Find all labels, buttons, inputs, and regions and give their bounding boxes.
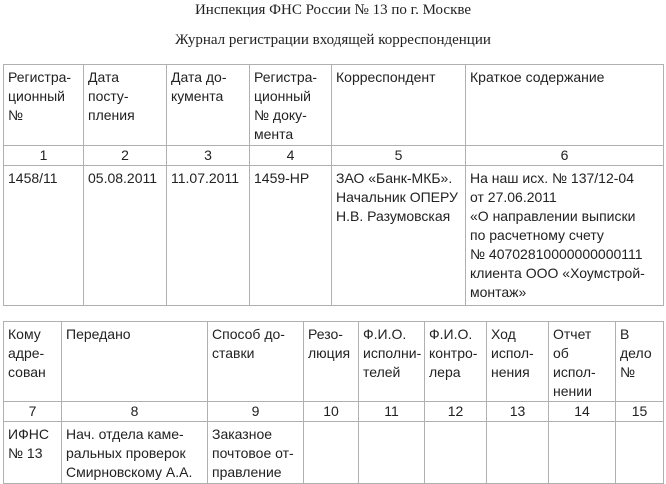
column-number: 12 bbox=[425, 402, 487, 422]
cell-summary: На наш исх. № 137/12-04 от 27.06.2011 «О направлении выписки по расчетному счету № 40702810000000000111 клиента ООО «Хоумстрой- монтаж» bbox=[466, 166, 664, 306]
column-number: 9 bbox=[208, 402, 304, 422]
column-number: 7 bbox=[4, 402, 62, 422]
header-row bbox=[4, 65, 664, 146]
column-number: 10 bbox=[304, 402, 359, 422]
column-number: 8 bbox=[62, 402, 208, 422]
header-cell-transferred: Передано bbox=[62, 322, 208, 402]
cell-resolution bbox=[304, 422, 359, 484]
header-cell-correspondent: Корреспондент bbox=[332, 65, 466, 146]
header-cell-controller: Ф.И.О. контро- лера bbox=[425, 322, 487, 402]
cell-receipt-date: 05.08.2011 bbox=[84, 166, 167, 306]
column-number: 2 bbox=[84, 146, 167, 166]
cell-controller bbox=[425, 422, 487, 484]
header-cell-report: Отчет об испол- нении bbox=[549, 322, 616, 402]
registration-table-part2 bbox=[3, 321, 664, 484]
column-number: 4 bbox=[250, 146, 332, 166]
column-number: 5 bbox=[332, 146, 466, 166]
header-cell-resolution: Резо- люция bbox=[304, 322, 359, 402]
cell-transferred: Нач. отдела каме- ральных проверок Смирновскому А.А. bbox=[62, 422, 208, 484]
column-number: 15 bbox=[616, 402, 664, 422]
cell-reg-number: 1458/11 bbox=[4, 166, 84, 306]
header-cell-file-number: В дело № bbox=[616, 322, 664, 402]
cell-addressee: ИФНС № 13 bbox=[4, 422, 62, 484]
cell-document-reg-number: 1459-НР bbox=[250, 166, 332, 306]
header-cell-reg-number: Регистра- ционный № bbox=[4, 65, 84, 146]
header-row bbox=[4, 322, 664, 402]
cell-file-number bbox=[616, 422, 664, 484]
column-number: 11 bbox=[359, 402, 425, 422]
cell-delivery-method: Заказное почтовое от- правление bbox=[208, 422, 304, 484]
header-cell-executors: Ф.И.О. исполни- телей bbox=[359, 322, 425, 402]
header-cell-document-date: Дата до- кумента bbox=[167, 65, 250, 146]
column-number: 1 bbox=[4, 146, 84, 166]
header-cell-addressee: Кому адре- сован bbox=[4, 322, 62, 402]
cell-progress bbox=[487, 422, 549, 484]
column-number: 6 bbox=[466, 146, 664, 166]
cell-report bbox=[549, 422, 616, 484]
column-number-row bbox=[4, 146, 664, 166]
table-row bbox=[4, 166, 664, 306]
header-cell-summary: Краткое содержание bbox=[466, 65, 664, 146]
column-number-row bbox=[4, 402, 664, 422]
header-cell-receipt-date: Дата посту- пления bbox=[84, 65, 167, 146]
header-cell-progress: Ход испол- нения bbox=[487, 322, 549, 402]
header-cell-delivery-method: Способ до- ставки bbox=[208, 322, 304, 402]
column-number: 13 bbox=[487, 402, 549, 422]
inspection-title: Инспекция ФНС России № 13 по г. Москве bbox=[194, 2, 472, 18]
table-row bbox=[4, 422, 664, 484]
column-number: 14 bbox=[549, 402, 616, 422]
header-cell-document-reg-number: Регистра- ционный № доку- мента bbox=[250, 65, 332, 146]
cell-executors bbox=[359, 422, 425, 484]
cell-correspondent: ЗАО «Банк-МКБ». Начальник ОПЕРУ Н.В. Разумовская bbox=[332, 166, 466, 306]
cell-document-date: 11.07.2011 bbox=[167, 166, 250, 306]
column-number: 3 bbox=[167, 146, 250, 166]
registration-table-part1 bbox=[3, 64, 664, 306]
journal-title: Журнал регистрации входящей корреспонденции bbox=[175, 32, 491, 48]
